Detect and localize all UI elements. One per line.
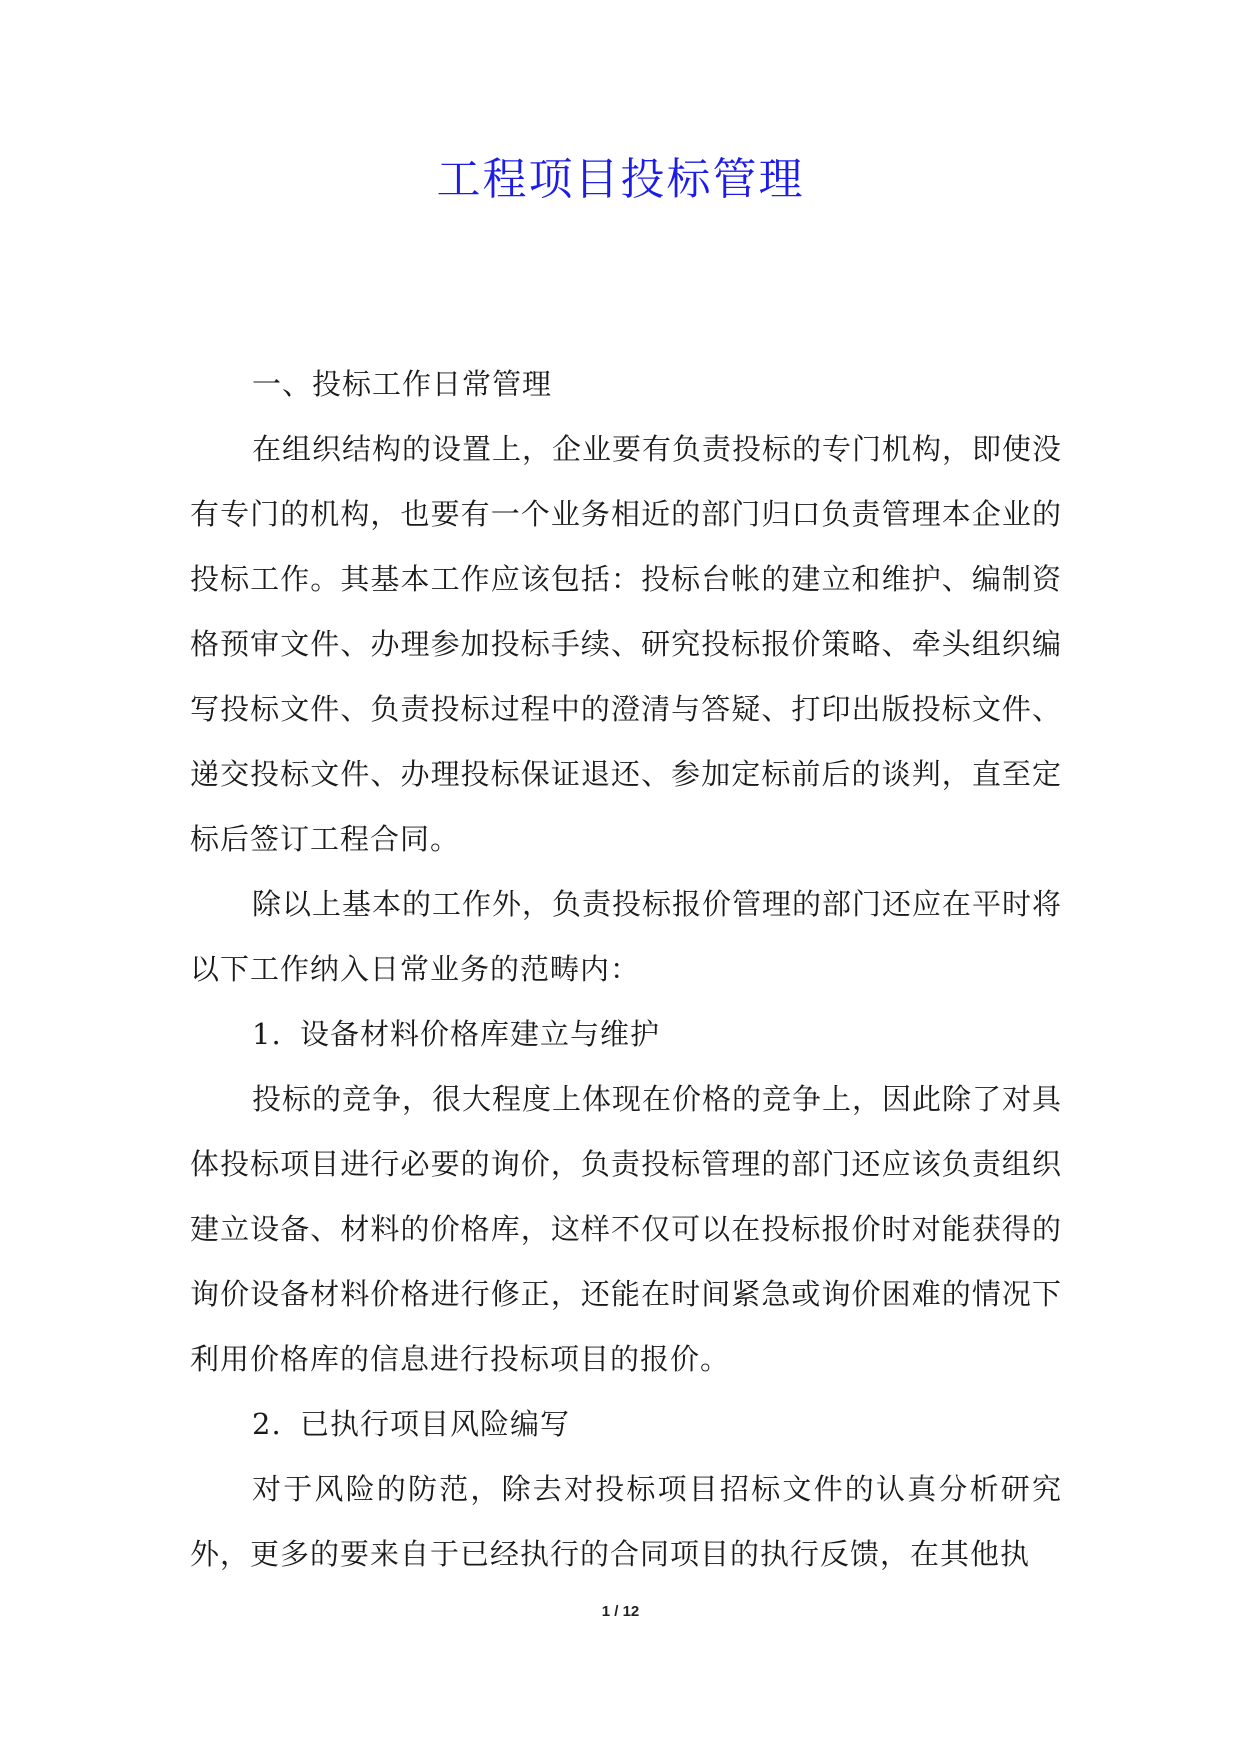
subsection-1-label: 设备材料价格库建立与维护 (300, 1017, 661, 1051)
section-heading: 一、投标工作日常管理 (252, 367, 553, 401)
subsection-2-paragraph: 对于风险的防范，除去对投标项目招标文件的认真分析研究外，更多的要来自于已经执行的合同项目的执行反馈，在其他执 (190, 1472, 1062, 1571)
subsection-2-number: 2. (252, 1407, 282, 1441)
document-title: 工程项目投标管理 (436, 154, 805, 205)
document-body (190, 352, 1062, 1587)
subsection-1-number: 1. (252, 1017, 282, 1051)
subsection-1-paragraph: 投标的竞争，很大程度上体现在价格的竞争上，因此除了对具体投标项目进行必要的询价，负责投标管理的部门还应该负责组织建立设备、材料的价格库，这样不仅可以在投标报价时对能获得的询价设备材料价格进行修正，还能在时间紧急或询价困难的情况下利用价格库的信息进行投标项目的报价。 (190, 1082, 1063, 1376)
page-number: 1 / 12 (601, 1603, 640, 1620)
subsection-1-heading (190, 1002, 1062, 1067)
paragraph-2: 除以上基本的工作外，负责投标报价管理的部门还应在平时将以下工作纳入日常业务的范畴内： (190, 887, 1063, 986)
subsection-2-heading (190, 1392, 1062, 1457)
subsection-2-label: 已执行项目风险编写 (300, 1407, 571, 1441)
paragraph-1: 在组织结构的设置上，企业要有负责投标的专门机构，即使没有专门的机构，也要有一个业务相近的部门归口负责管理本企业的投标工作。其基本工作应该包括：投标台帐的建立和维护、编制资格预审文件、办理参加投标手续、研究投标报价策略、牵头组织编写投标文件、负责投标过程中的澄清与答疑、打印出版投标文件、递交投标文件、办理投标保证退还、参加定标前后的谈判，直至定标后签订工程合同。 (190, 432, 1063, 856)
